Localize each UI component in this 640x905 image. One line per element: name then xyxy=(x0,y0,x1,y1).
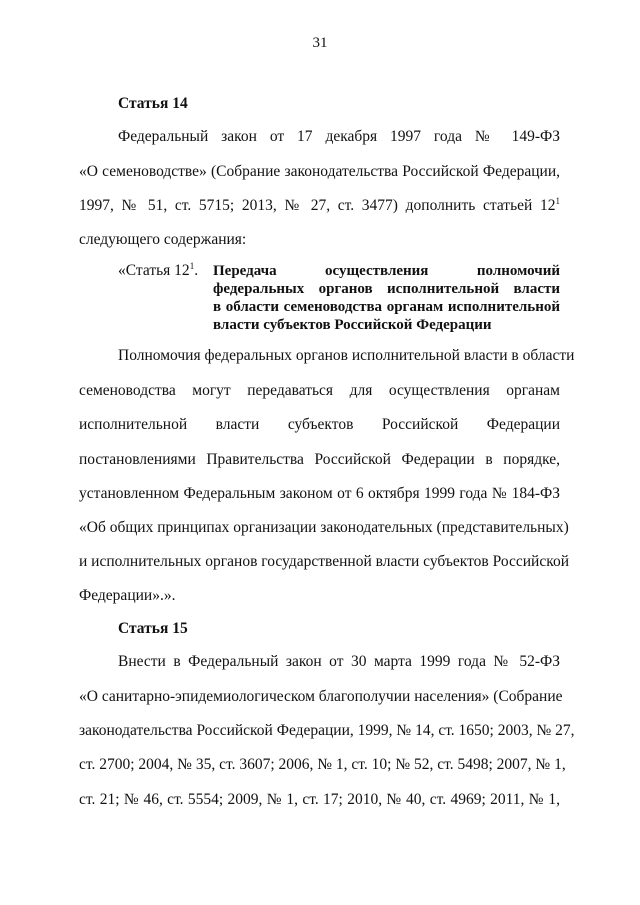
article-14-paragraph-line xyxy=(79,196,560,216)
article-14-heading: Статья 14 xyxy=(118,95,188,112)
inserted-article-title xyxy=(213,262,560,334)
article-15-paragraph-line: ст. 21; № 46, ст. 5554; 2009, № 1, ст. 17; 2010, № 40, ст. 4969; 2011, № 1, xyxy=(79,791,560,808)
article-14-body-line: и исполнительных органов государственной власти субъектов Российской xyxy=(79,553,570,570)
article-14-paragraph-line: следующего содержания: xyxy=(79,231,247,248)
article-14-paragraph-line: Федеральный закон от 17 декабря 1997 года № 149-ФЗ xyxy=(118,128,560,145)
inserted-article-title-line: Передача осуществления полномочий xyxy=(213,263,560,279)
article-14-body-line: Полномочия федеральных органов исполнительной власти в области xyxy=(118,347,575,364)
article-14-body-line: Федерации».». xyxy=(79,587,176,604)
page-number: 31 xyxy=(312,35,328,51)
article-14-paragraph-text: 1997, № 51, ст. 5715; 2013, № 27, ст. 3477) дополнить статьей 12 xyxy=(79,197,556,214)
article-14-body-line: установленном Федеральным законом от 6 октября 1999 года № 184-ФЗ xyxy=(79,485,560,502)
article-14-paragraph-line: «О семеноводстве» (Собрание законодательства Российской Федерации, xyxy=(79,163,560,180)
article-14-body-line: семеноводства могут передаваться для осуществления органам xyxy=(79,382,560,399)
inserted-article-title-line: федеральных органов исполнительной власти xyxy=(213,281,560,297)
superscript: 1 xyxy=(189,261,195,271)
article-15-paragraph-line: ст. 2700; 2004, № 35, ст. 3607; 2006, № 1, ст. 10; № 52, ст. 5498; 2007, № 1, xyxy=(79,756,566,773)
superscript: 1 xyxy=(555,196,560,206)
article-15-heading: Статья 15 xyxy=(118,620,188,637)
inserted-article-title-line: в области семеноводства органам исполнительной xyxy=(213,299,560,315)
article-14-body-line: «Об общих принципах организации законодательных (представительных) xyxy=(79,519,569,536)
article-15-paragraph-line: «О санитарно-эпидемиологическом благополучии населения» (Собрание xyxy=(79,688,563,705)
article-15-paragraph-line: Внести в Федеральный закон от 30 марта 1999 года № 52-ФЗ xyxy=(118,653,560,670)
inserted-article-label xyxy=(118,262,198,280)
inserted-article-title-line: власти субъектов Российской Федерации xyxy=(213,317,492,333)
article-14-body-line: исполнительной власти субъектов Российской Федерации xyxy=(79,416,560,433)
inserted-article-label-end: . xyxy=(194,262,199,279)
inserted-article-label-text: «Статья 12 xyxy=(118,262,190,279)
article-14-body-line: постановлениями Правительства Российской Федерации в порядке, xyxy=(79,451,560,468)
article-15-paragraph-line: законодательства Российской Федерации, 1999, № 14, ст. 1650; 2003, № 27, xyxy=(79,722,575,739)
